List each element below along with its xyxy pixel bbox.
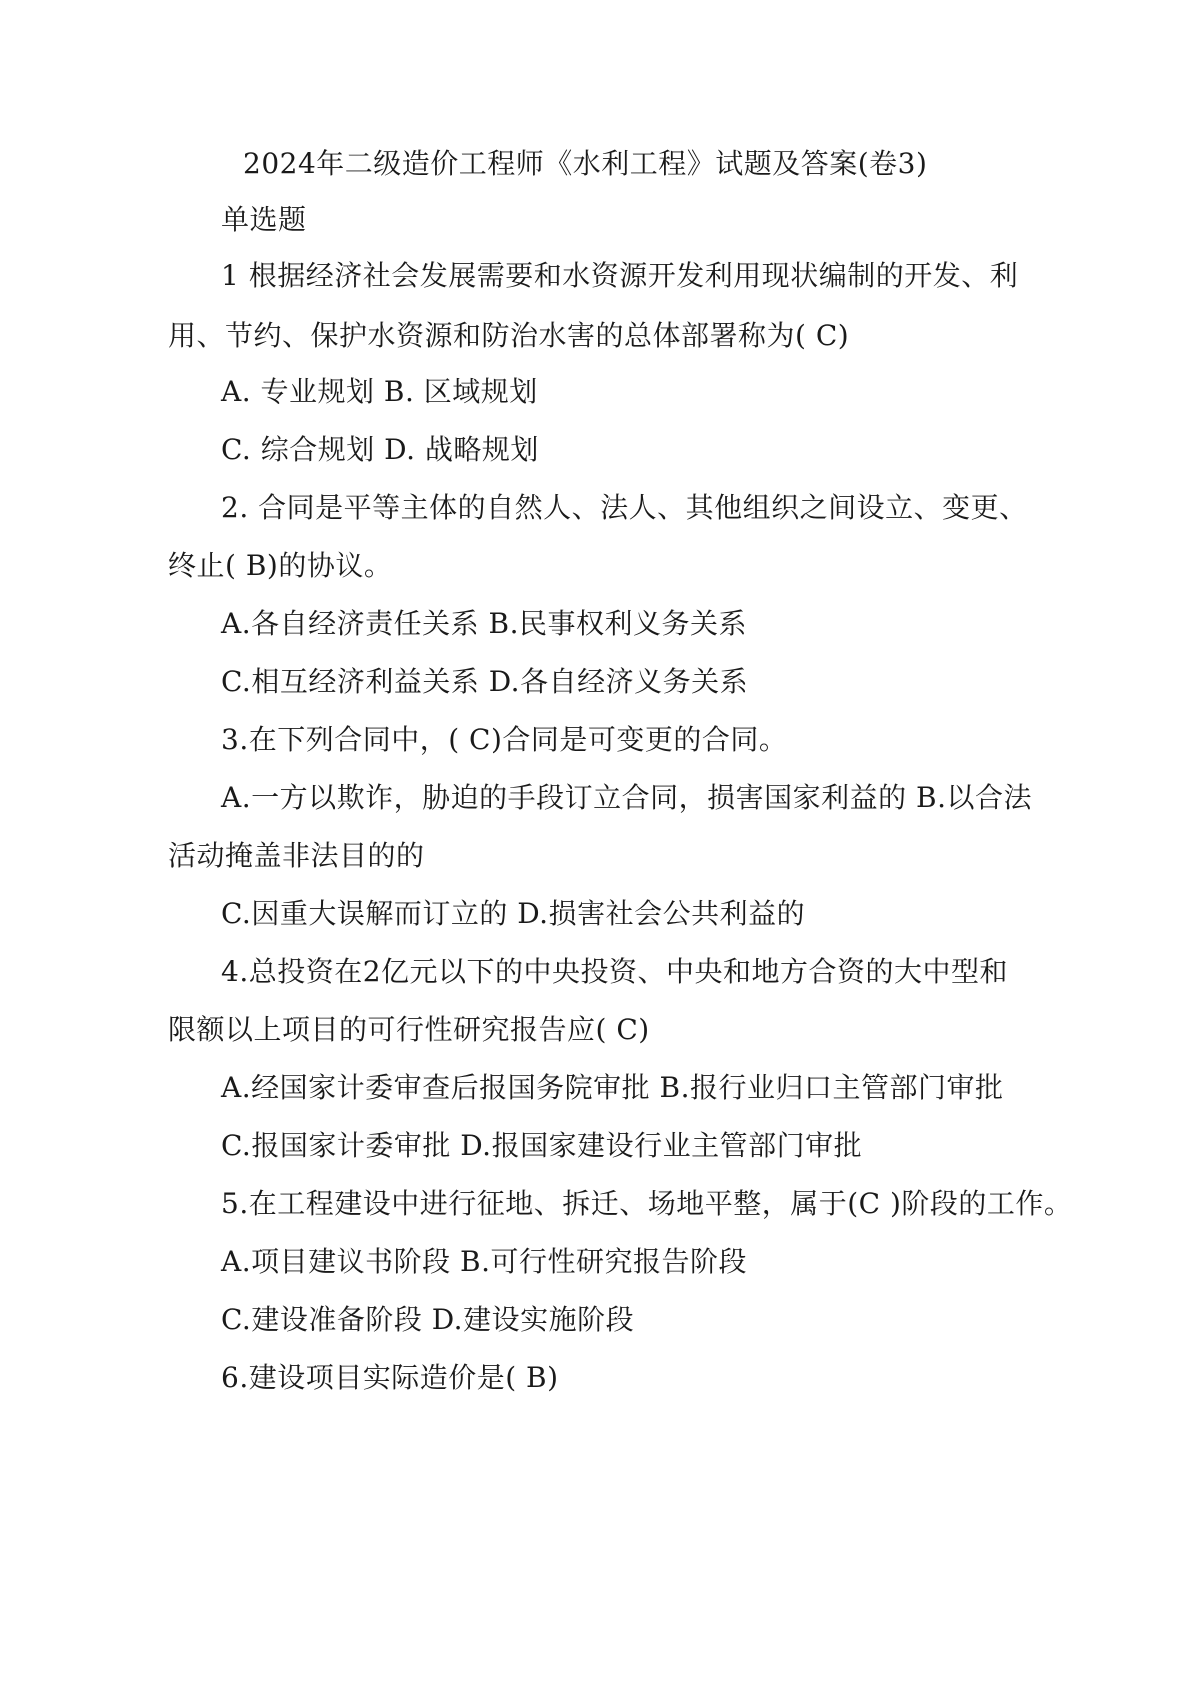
- text-line: C.报国家计委审批 D.报国家建设行业主管部门审批: [221, 1129, 863, 1162]
- text-line: A.各自经济责任关系 B.民事权利义务关系: [221, 607, 747, 640]
- text-line: 活动掩盖非法目的的: [168, 839, 425, 872]
- text-line: 终止( B)的协议。: [168, 549, 393, 582]
- text-line: A.经国家计委审查后报国务院审批 B.报行业归口主管部门审批: [221, 1071, 1004, 1104]
- text-line: 3.在下列合同中，( C)合同是可变更的合同。: [221, 723, 788, 756]
- text-line: 用、节约、保护水资源和防治水害的总体部署称为( C): [168, 319, 850, 352]
- text-line: 限额以上项目的可行性研究报告应( C): [168, 1013, 650, 1046]
- text-line: 4.总投资在2亿元以下的中央投资、中央和地方合资的大中型和: [221, 955, 1009, 988]
- text-line: C.相互经济利益关系 D.各自经济义务关系: [221, 665, 749, 698]
- text-line: A.项目建议书阶段 B.可行性研究报告阶段: [221, 1245, 747, 1278]
- text-line: C.因重大误解而订立的 D.损害社会公共利益的: [221, 897, 806, 930]
- text-line: 5.在工程建设中进行征地、拆迁、场地平整，属于(C )阶段的工作。: [221, 1187, 1073, 1220]
- text-line: C. 综合规划 D. 战略规划: [221, 433, 539, 466]
- text-line: A.一方以欺诈，胁迫的手段订立合同，损害国家利益的 B.以合法: [221, 781, 1033, 814]
- text-line: C.建设准备阶段 D.建设实施阶段: [221, 1303, 635, 1336]
- text-line: 1 根据经济社会发展需要和水资源开发利用现状编制的开发、利: [221, 259, 1019, 292]
- section-heading: 单选题: [221, 203, 307, 236]
- text-line: A. 专业规划 B. 区域规划: [221, 375, 538, 408]
- text-line: 6.建设项目实际造价是( B): [221, 1361, 559, 1394]
- document-title: 2024年二级造价工程师《水利工程》试题及答案(卷3): [243, 147, 928, 180]
- text-line: 2. 合同是平等主体的自然人、法人、其他组织之间设立、变更、: [221, 491, 1028, 524]
